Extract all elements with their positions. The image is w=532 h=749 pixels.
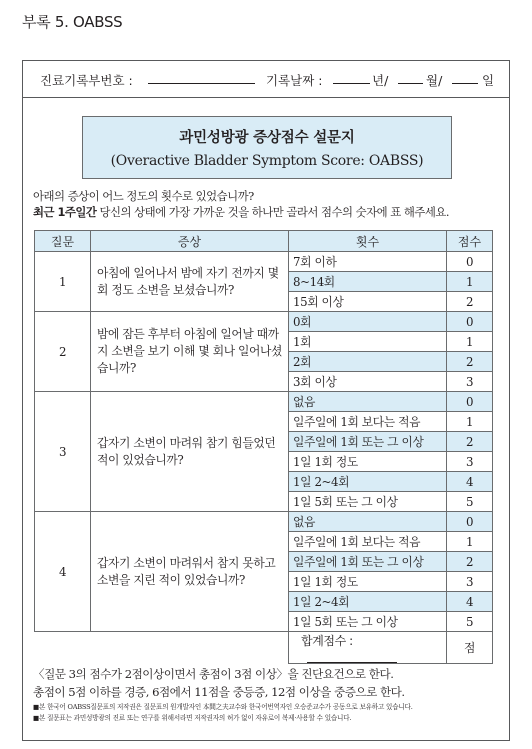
score-option[interactable]: 0 [447, 312, 493, 332]
question-number: 4 [35, 512, 91, 632]
frequency-option: 일주일에 1회 또는 그 이상 [289, 432, 447, 452]
score-option[interactable]: 3 [447, 572, 493, 592]
total-score-field[interactable] [307, 651, 397, 663]
frequency-option: 1일 5회 또는 그 이상 [289, 612, 447, 632]
frequency-option: 0회 [289, 312, 447, 332]
divider [23, 97, 509, 98]
question-symptom: 갑자기 소변이 마려워 참기 힘들었던 적이 있었습니까? [91, 392, 289, 512]
record-number-label: 진료기록부번호 : [40, 73, 133, 88]
copyright-note [33, 702, 413, 724]
year-unit: 년/ [372, 73, 389, 88]
copyright-line-2: ■본 질문표는 과민성방광의 진료 또는 연구를 위해서라면 저작권자의 허가 없이 자유로이 복제·사용할 수 있습니다. [33, 714, 352, 722]
score-option[interactable]: 4 [447, 592, 493, 612]
score-option[interactable]: 2 [447, 352, 493, 372]
score-option[interactable]: 2 [447, 432, 493, 452]
instructions [33, 188, 449, 220]
record-number-field[interactable] [148, 71, 255, 84]
score-option[interactable]: 1 [447, 412, 493, 432]
score-option[interactable]: 1 [447, 532, 493, 552]
question-number: 1 [35, 252, 91, 312]
question-number: 2 [35, 312, 91, 392]
score-option[interactable]: 3 [447, 452, 493, 472]
header-score: 점수 [447, 231, 493, 252]
total-row [35, 632, 493, 664]
question-symptom: 갑자기 소변이 마려워서 참지 못하고 소변을 지린 적이 있었습니까? [91, 512, 289, 632]
total-unit: 점 [447, 632, 493, 664]
frequency-option: 일주일에 1회 보다는 적음 [289, 412, 447, 432]
day-unit: 일 [482, 73, 495, 88]
frequency-option: 1일 2~4회 [289, 592, 447, 612]
instruction-line-1: 아래의 증상이 어느 정도의 횟수로 있었습니까? [33, 189, 254, 203]
table-row [35, 512, 493, 532]
month-field[interactable] [398, 71, 423, 84]
title-english: (Overactive Bladder Symptom Score: OABSS) [110, 153, 424, 169]
question-symptom: 아침에 일어나서 밤에 자기 전까지 몇 회 정도 소변을 보셨습니까? [91, 252, 289, 312]
instruction-emphasis: 최근 1주일간 [33, 205, 97, 219]
questionnaire-frame [22, 60, 510, 741]
frequency-option: 없음 [289, 512, 447, 532]
score-option[interactable]: 2 [447, 552, 493, 572]
table-header-row [35, 231, 493, 252]
total-cell [289, 632, 447, 664]
day-field[interactable] [452, 71, 478, 84]
frequency-option: 3회 이상 [289, 372, 447, 392]
oabss-table [34, 230, 493, 664]
score-option[interactable]: 4 [447, 472, 493, 492]
score-option[interactable]: 0 [447, 252, 493, 272]
frequency-option: 없음 [289, 392, 447, 412]
score-option[interactable]: 2 [447, 292, 493, 312]
table-row [35, 312, 493, 332]
frequency-option: 8~14회 [289, 272, 447, 292]
record-date-label: 기록날짜 : [266, 73, 323, 88]
question-symptom: 밤에 잠든 후부터 아침에 일어날 때까지 소변을 보기 이해 몇 회나 일어나셨습니까? [91, 312, 289, 392]
title-korean: 과민성방광 증상점수 설문지 [179, 130, 355, 146]
score-option[interactable]: 3 [447, 372, 493, 392]
frequency-option: 1일 1회 정도 [289, 452, 447, 472]
header-question: 질문 [35, 231, 91, 252]
frequency-option: 15회 이상 [289, 292, 447, 312]
month-unit: 월/ [426, 73, 443, 88]
table-body [35, 252, 493, 632]
instruction-rest: 당신의 상태에 가장 가까운 것을 하나만 골라서 점수의 숫자에 표 해주세요. [96, 205, 449, 219]
year-field[interactable] [333, 71, 370, 84]
diagnostic-note-line-1: 〈질문 3의 점수가 2점이상이면서 총점이 3점 이상〉을 진단요건으로 한다. [33, 667, 394, 681]
table-row [35, 392, 493, 412]
score-option[interactable]: 1 [447, 272, 493, 292]
copyright-line-1: ■본 한국어 OABSS질문표의 저작권은 질문표의 원개발자인 本間之夫교수와 한국어번역자인 오승준교수가 공동으로 보유하고 있습니다. [33, 703, 413, 711]
score-option[interactable]: 1 [447, 332, 493, 352]
instruction-line-2 [33, 204, 449, 220]
frequency-option: 1회 [289, 332, 447, 352]
table-row [35, 252, 493, 272]
diagnostic-note [33, 665, 405, 701]
question-number: 3 [35, 392, 91, 512]
frequency-option: 일주일에 1회 또는 그 이상 [289, 552, 447, 572]
score-option[interactable]: 5 [447, 612, 493, 632]
total-spacer [35, 632, 289, 664]
score-option[interactable]: 0 [447, 512, 493, 532]
frequency-option: 일주일에 1회 보다는 적음 [289, 532, 447, 552]
appendix-title: 부록 5. OABSS [22, 13, 123, 31]
header-frequency: 횟수 [289, 231, 447, 252]
frequency-option: 2회 [289, 352, 447, 372]
frequency-option: 1일 1회 정도 [289, 572, 447, 592]
frequency-option: 1일 2~4회 [289, 472, 447, 492]
score-option[interactable]: 5 [447, 492, 493, 512]
score-option[interactable]: 0 [447, 392, 493, 412]
diagnostic-note-line-2: 총점이 5점 이하를 경증, 6점에서 11점을 중등증, 12점 이상을 중증으로 한다. [33, 685, 405, 699]
title-box [82, 116, 452, 179]
header-symptom: 증상 [91, 231, 289, 252]
frequency-option: 7회 이하 [289, 252, 447, 272]
total-label: 합계점수 : [301, 634, 353, 648]
frequency-option: 1일 5회 또는 그 이상 [289, 492, 447, 512]
